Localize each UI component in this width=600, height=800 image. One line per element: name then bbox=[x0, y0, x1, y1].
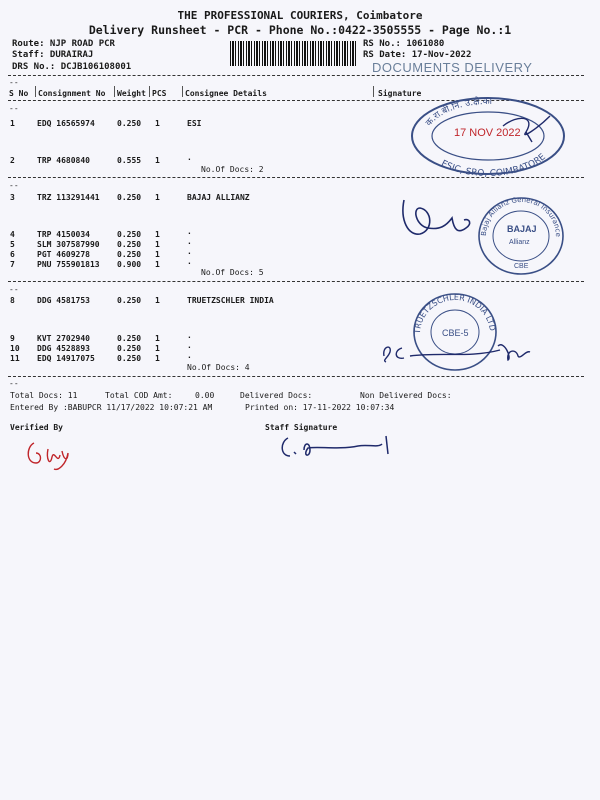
row-sno: 4 bbox=[10, 230, 15, 239]
row-sno: 2 bbox=[10, 156, 15, 165]
col-sep bbox=[149, 86, 150, 97]
esi-stamp-top-text: क.रा.बी.नि. उ.क्षे.का bbox=[424, 96, 492, 129]
row-pcs: 1 bbox=[155, 344, 160, 353]
row-sno: 3 bbox=[10, 193, 15, 202]
row-pcs: 1 bbox=[155, 240, 160, 249]
dash-mark: -- bbox=[9, 78, 19, 87]
row-pcs: 1 bbox=[155, 354, 160, 363]
entered-by: Entered By :BABUPCR 11/17/2022 10:07:21 AM bbox=[10, 403, 213, 412]
row-consignee: . bbox=[187, 351, 192, 360]
non-delivered-docs: Non Delivered Docs: bbox=[360, 391, 452, 400]
row-consignee: . bbox=[187, 247, 192, 256]
col-signature: Signature bbox=[378, 89, 422, 98]
route-label: Route: NJP ROAD PCR bbox=[12, 39, 115, 49]
staff-signature-label: Staff Signature bbox=[265, 423, 338, 432]
divider bbox=[8, 281, 584, 282]
esi-stamp-bottom-text: ESIC, SRO, COIMBATORE bbox=[439, 152, 548, 180]
total-cod-value: 0.00 bbox=[195, 391, 215, 400]
row-consignee: . bbox=[187, 331, 192, 340]
row-consignee: . bbox=[187, 237, 192, 246]
row-weight: 0.250 bbox=[117, 230, 142, 239]
drs-number: DRS No.: DCJB106108001 bbox=[12, 62, 132, 72]
row-consignment: TRZ 113291441 bbox=[37, 193, 100, 202]
row-weight: 0.250 bbox=[117, 193, 142, 202]
row-pcs: 1 bbox=[155, 156, 160, 165]
row-sno: 9 bbox=[10, 334, 15, 343]
row-consignee: . bbox=[187, 257, 192, 266]
row-pcs: 1 bbox=[155, 230, 160, 239]
col-sno: S No bbox=[9, 89, 29, 98]
divider bbox=[8, 376, 584, 377]
row-weight: 0.250 bbox=[117, 354, 142, 363]
row-consignment: PGT 4609278 bbox=[37, 250, 90, 259]
dash-mark: -- bbox=[9, 379, 19, 388]
row-consignment: KVT 2702940 bbox=[37, 334, 90, 343]
row-weight: 0.555 bbox=[117, 156, 142, 165]
col-consignee: Consignee Details bbox=[185, 89, 267, 98]
divider bbox=[8, 75, 584, 76]
row-consignment: DDG 4528893 bbox=[37, 344, 90, 353]
row-sno: 8 bbox=[10, 296, 15, 305]
col-weight: Weight bbox=[117, 89, 146, 98]
esi-stamp-date: 17 NOV 2022 bbox=[454, 127, 521, 139]
row-weight: 0.900 bbox=[117, 260, 142, 269]
row-consignment: TRP 4150034 bbox=[37, 230, 90, 239]
row-consignment: TRP 4680840 bbox=[37, 156, 90, 165]
bajaj-center-text: BAJAJ bbox=[507, 224, 537, 234]
truetzschler-ring-text: TRUETZSCHLER INDIA LTD bbox=[412, 292, 497, 335]
row-pcs: 1 bbox=[155, 250, 160, 259]
verified-by-label: Verified By bbox=[10, 423, 63, 432]
group-doc-count: No.Of Docs: 4 bbox=[187, 363, 250, 372]
row-weight: 0.250 bbox=[117, 119, 142, 128]
bajaj-cbe-text: CBE bbox=[514, 263, 529, 270]
truetzschler-center-text: CBE-5 bbox=[442, 328, 469, 338]
row-consignee: . bbox=[187, 153, 192, 162]
row-consignee: . bbox=[187, 341, 192, 350]
row-weight: 0.250 bbox=[117, 250, 142, 259]
row-consignee: TRUETZSCHLER INDIA bbox=[187, 296, 274, 305]
row-sno: 7 bbox=[10, 260, 15, 269]
verified-by-signature bbox=[22, 437, 74, 475]
row-sno: 10 bbox=[10, 344, 20, 353]
row-consignment: PNU 755901813 bbox=[37, 260, 100, 269]
row-weight: 0.250 bbox=[117, 344, 142, 353]
row-consignee: . bbox=[187, 227, 192, 236]
row-consignee: ESI bbox=[187, 119, 202, 128]
row-pcs: 1 bbox=[155, 296, 160, 305]
dash-mark: -- bbox=[9, 104, 19, 113]
row-sno: 6 bbox=[10, 250, 15, 259]
row-weight: 0.250 bbox=[117, 334, 142, 343]
delivered-docs: Delivered Docs: bbox=[240, 391, 313, 400]
bajaj-ring-text: Bajaj Allianz General Insurance bbox=[479, 195, 563, 238]
row-pcs: 1 bbox=[155, 260, 160, 269]
row-pcs: 1 bbox=[155, 334, 160, 343]
bajaj-signature bbox=[398, 190, 478, 246]
col-sep bbox=[35, 86, 36, 97]
row-consignee: BAJAJ ALLIANZ bbox=[187, 193, 250, 202]
row-sno: 11 bbox=[10, 354, 20, 363]
esi-stamp bbox=[408, 96, 568, 180]
dash-mark: -- bbox=[9, 285, 19, 294]
rs-number: RS No.: 1061080 bbox=[363, 39, 445, 49]
barcode bbox=[230, 41, 358, 66]
row-weight: 0.250 bbox=[117, 296, 142, 305]
truetzschler-signature bbox=[380, 336, 540, 368]
row-consignment: EDQ 14917075 bbox=[37, 354, 95, 363]
row-pcs: 1 bbox=[155, 193, 160, 202]
bajaj-sub-text: Allianz bbox=[509, 239, 530, 246]
rs-date: RS Date: 17-Nov-2022 bbox=[363, 50, 472, 60]
row-consignment: DDG 4581753 bbox=[37, 296, 90, 305]
printed-on: Printed on: 17-11-2022 10:07:34 bbox=[245, 403, 395, 412]
col-sep bbox=[182, 86, 183, 97]
col-sep bbox=[373, 86, 374, 97]
group-doc-count: No.Of Docs: 2 bbox=[201, 165, 264, 174]
total-docs: Total Docs: 11 bbox=[10, 391, 78, 400]
company-title: THE PROFESSIONAL COURIERS, Coimbatore bbox=[177, 9, 423, 22]
documents-delivery-stamp: DOCUMENTS DELIVERY bbox=[372, 60, 533, 75]
col-sep bbox=[114, 86, 115, 97]
staff-label: Staff: DURAIRAJ bbox=[12, 50, 94, 60]
col-pcs: PCS bbox=[152, 89, 167, 98]
row-sno: 5 bbox=[10, 240, 15, 249]
row-consignment: EDQ 16565974 bbox=[37, 119, 95, 128]
staff-signature bbox=[278, 432, 398, 464]
bajaj-stamp bbox=[476, 196, 566, 276]
group-doc-count: No.Of Docs: 5 bbox=[201, 268, 264, 277]
row-pcs: 1 bbox=[155, 119, 160, 128]
runsheet-subtitle: Delivery Runsheet - PCR - Phone No.:0422-3505555 - Page No.:1 bbox=[88, 23, 512, 37]
row-weight: 0.250 bbox=[117, 240, 142, 249]
row-sno: 1 bbox=[10, 119, 15, 128]
total-cod-label: Total COD Amt: bbox=[105, 391, 173, 400]
col-consignment: Consignment No bbox=[38, 89, 106, 98]
dash-mark: -- bbox=[9, 181, 19, 190]
row-consignment: SLM 307587990 bbox=[37, 240, 100, 249]
